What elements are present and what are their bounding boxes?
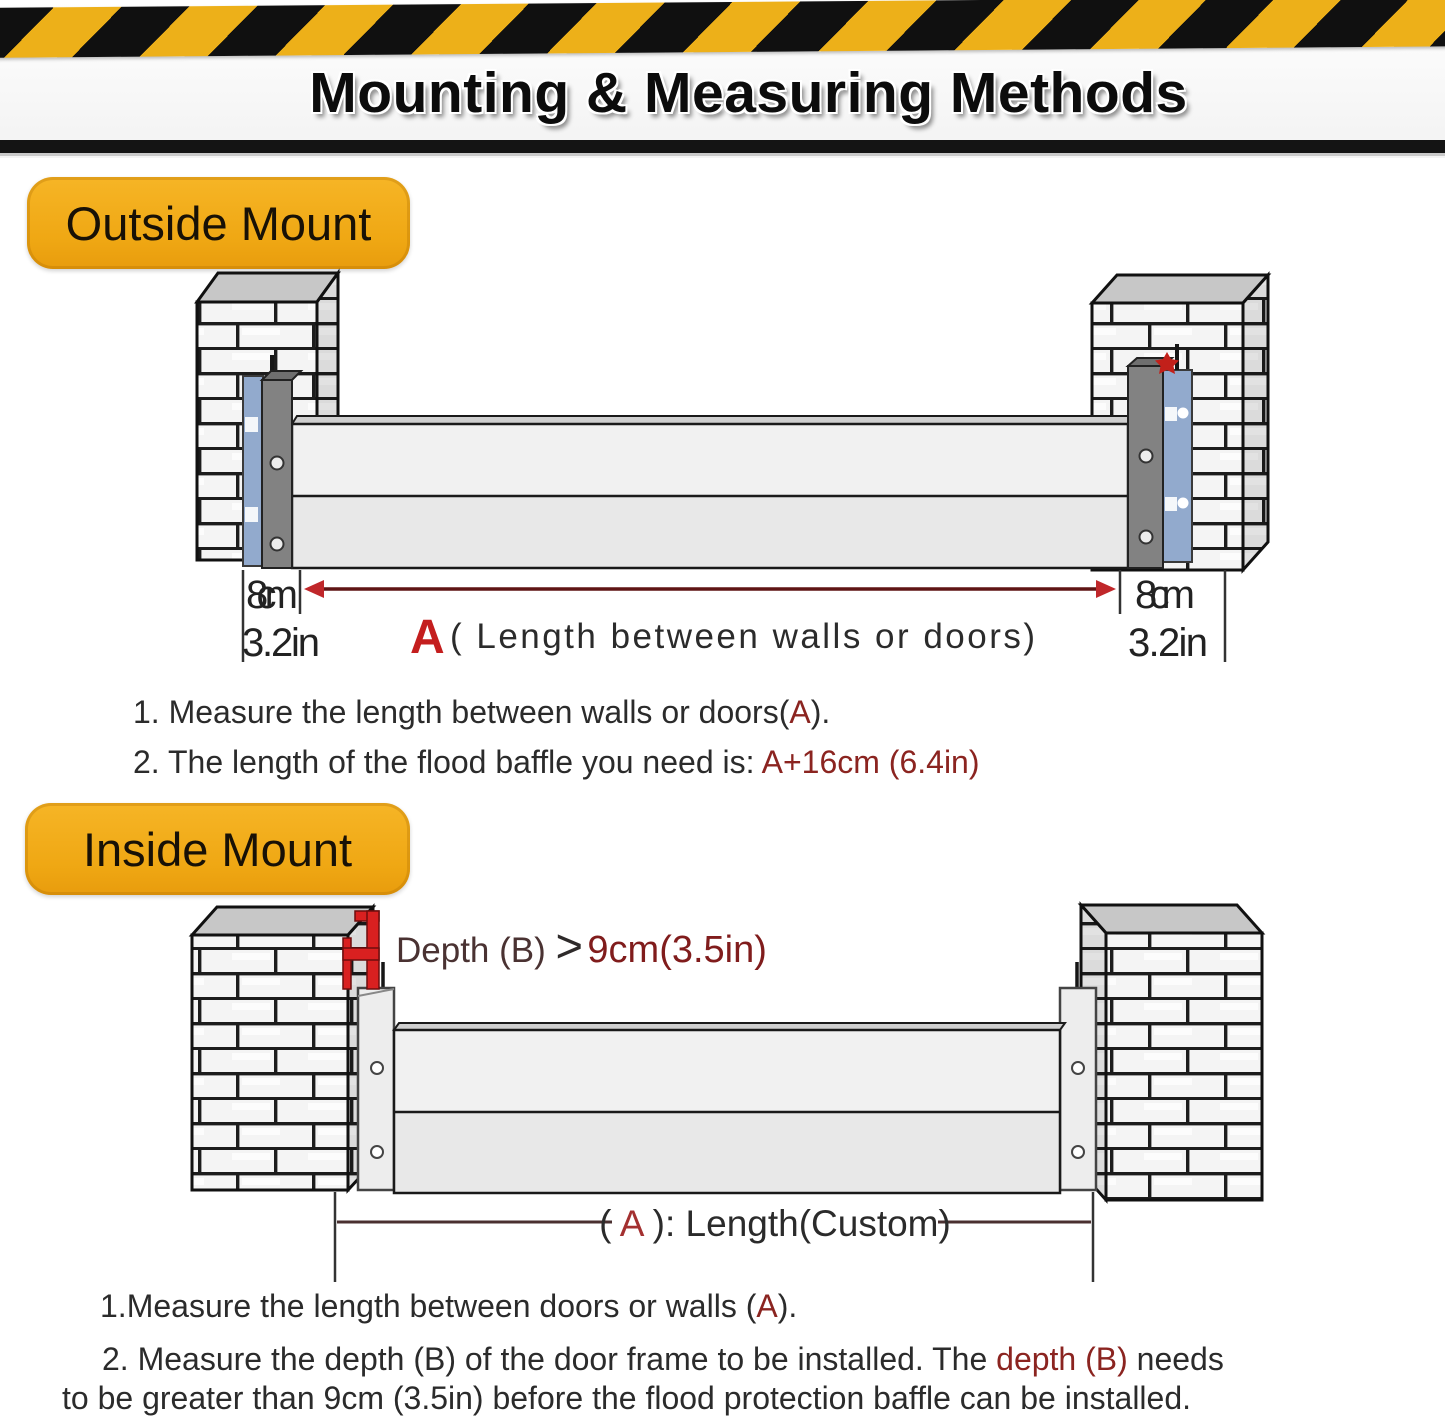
inside-mount-diagram	[0, 898, 1445, 1290]
right-width-cm: 8cm	[1135, 573, 1195, 617]
outside-mount-badge	[27, 177, 410, 269]
header-banner	[0, 0, 1445, 158]
inside-measurement	[335, 1192, 1093, 1282]
outside-mount-diagram	[0, 268, 1445, 668]
caution-stripes	[0, 0, 1445, 58]
blue-channel-right	[1163, 370, 1192, 562]
channel-right	[1060, 962, 1096, 1190]
inside-step-1: 1.Measure the length between doors or walls (A).	[100, 1288, 798, 1324]
outside-mount-label: Outside Mount	[65, 196, 372, 250]
span-letter: A	[410, 611, 445, 664]
outside-step-1: 1. Measure the length between walls or doors(A).	[133, 694, 831, 730]
brick-pillar-right	[1081, 905, 1262, 1200]
left-width-in: 3.2in	[242, 621, 320, 665]
depth-label: Depth (B) > 9cm(3.5in)	[396, 919, 767, 972]
inside-step-2-line-2: to be greater than 9cm (3.5in) before the flood protection baffle can be installed.	[62, 1380, 1192, 1416]
page-title: Mounting & Measuring Methods	[309, 61, 1188, 125]
length-label: ( A ): Length(Custom)	[599, 1203, 951, 1244]
banner-divider-bar	[0, 140, 1445, 153]
inside-step-2: 2. Measure the depth (B) of the door frame to be installed. The depth (B) needs	[102, 1341, 1224, 1377]
inside-mount-label: Inside Mount	[82, 822, 353, 876]
outside-step-2: 2. The length of the flood baffle you need is: A+16cm (6.4in)	[133, 744, 980, 780]
span-label: ( Length between walls or doors)	[450, 617, 1035, 656]
left-width-cm: 8cm	[246, 573, 298, 617]
right-width-in: 3.2in	[1128, 621, 1208, 665]
flood-barrier	[292, 416, 1133, 568]
inside-mount-badge	[25, 803, 410, 895]
outside-measurement	[242, 570, 1225, 665]
blue-channel-left	[243, 376, 263, 566]
banner-divider-shadow	[0, 153, 1445, 156]
channel-left	[358, 962, 394, 1190]
flood-barrier	[394, 1023, 1065, 1193]
